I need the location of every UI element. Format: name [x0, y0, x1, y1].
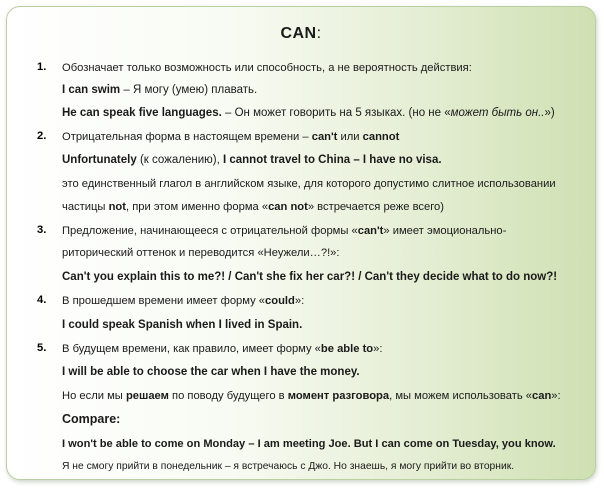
note-bold: not: [108, 201, 126, 213]
example-translation: – Он может говорить на 5 языках. (но не «: [221, 107, 451, 119]
item-2-rule: [62, 130, 399, 144]
example-bold-2: I cannot travel to China – I have no visa.: [222, 154, 442, 166]
rule-text: » имеет эмоционально-: [383, 225, 507, 237]
title-word: CAN: [280, 25, 317, 42]
compare-translation: Я не смогу прийти в понедельник – я встречаюсь с Джо. Но знаешь, я могу прийти во вторник.: [62, 461, 515, 472]
note-bold: момент разговора: [287, 390, 390, 402]
note-text: по поводу будущего в: [168, 390, 288, 402]
item-1-example-2: [62, 106, 555, 120]
item-5-note: [62, 389, 561, 403]
item-2-note-1: это единственный глагол в английском языке, для которого допустимо слитное использовании: [62, 178, 556, 190]
card-title: [7, 25, 595, 43]
compare-label: Compare:: [62, 412, 121, 426]
item-4-rule: [62, 294, 304, 308]
rule-bold: be able to: [320, 343, 374, 355]
rule-text: »:: [294, 295, 305, 307]
rule-text: В прошедшем времени имеет форму «: [62, 295, 266, 307]
item-3-example: Can't you explain this to me?! / Can't she fix her car?! / Can't they decide what to do now?!: [62, 271, 558, 283]
rule-bold: could: [265, 295, 295, 307]
item-number-5: 5.: [37, 342, 47, 354]
item-5-rule: [62, 342, 382, 356]
note-bold: can not: [268, 201, 308, 213]
note-text: » встречается реже всего): [307, 201, 444, 213]
example-italic: может быть он..: [450, 107, 545, 119]
example-end: »): [544, 107, 555, 119]
note-text: частицы: [62, 201, 109, 213]
rule-text: В будущем времени, как правило, имеет форму «: [62, 343, 321, 355]
title-colon: :: [316, 25, 322, 42]
rule-bold-2: cannot: [362, 131, 400, 143]
item-3-rule-cont: риторический оттенок и переводится «Неужели…?!»:: [62, 247, 340, 259]
note-text: Но если мы: [62, 390, 126, 402]
example-bold: I can swim: [62, 84, 121, 96]
example-translation: – Я могу (умею) плавать.: [120, 84, 258, 96]
item-1-rule: Обозначает только возможность или способность, а не вероятность действия:: [62, 62, 472, 74]
rule-bold: can't: [357, 225, 384, 237]
item-2-note-2: [62, 200, 444, 214]
rule-bold-1: can't: [311, 131, 338, 143]
item-number-3: 3.: [37, 224, 47, 236]
item-number-2: 2.: [37, 130, 47, 142]
note-bold: can: [532, 390, 552, 402]
example-mid: (к сожалению),: [136, 154, 223, 166]
note-text: , при этом именно форма «: [125, 201, 269, 213]
item-5-example: I will be able to choose the car when I have the money.: [62, 366, 360, 378]
note-text: »:: [551, 390, 561, 402]
item-3-rule: [62, 224, 506, 238]
rule-card: [6, 6, 596, 480]
example-bold-1: Unfortunately: [62, 154, 137, 166]
item-4-example: I could speak Spanish when I lived in Spain.: [62, 319, 303, 331]
rule-text: Отрицательная форма в настоящем времени –: [62, 131, 312, 143]
note-bold: решаем: [125, 390, 169, 402]
item-1-example-1: [62, 83, 257, 97]
rule-text: »:: [373, 343, 383, 355]
note-text: , мы можем использовать «: [389, 390, 533, 402]
item-2-example: [62, 153, 442, 167]
rule-text-mid: или: [337, 131, 363, 143]
rule-text: Предложение, начинающееся с отрицательной формы «: [62, 225, 358, 237]
example-bold: He can speak five languages.: [62, 107, 222, 119]
item-number-4: 4.: [37, 294, 47, 306]
compare-example: I won't be able to come on Monday – I am meeting Joe. But I can come on Tuesday, you know.: [62, 438, 556, 450]
item-number-1: 1.: [37, 61, 47, 73]
